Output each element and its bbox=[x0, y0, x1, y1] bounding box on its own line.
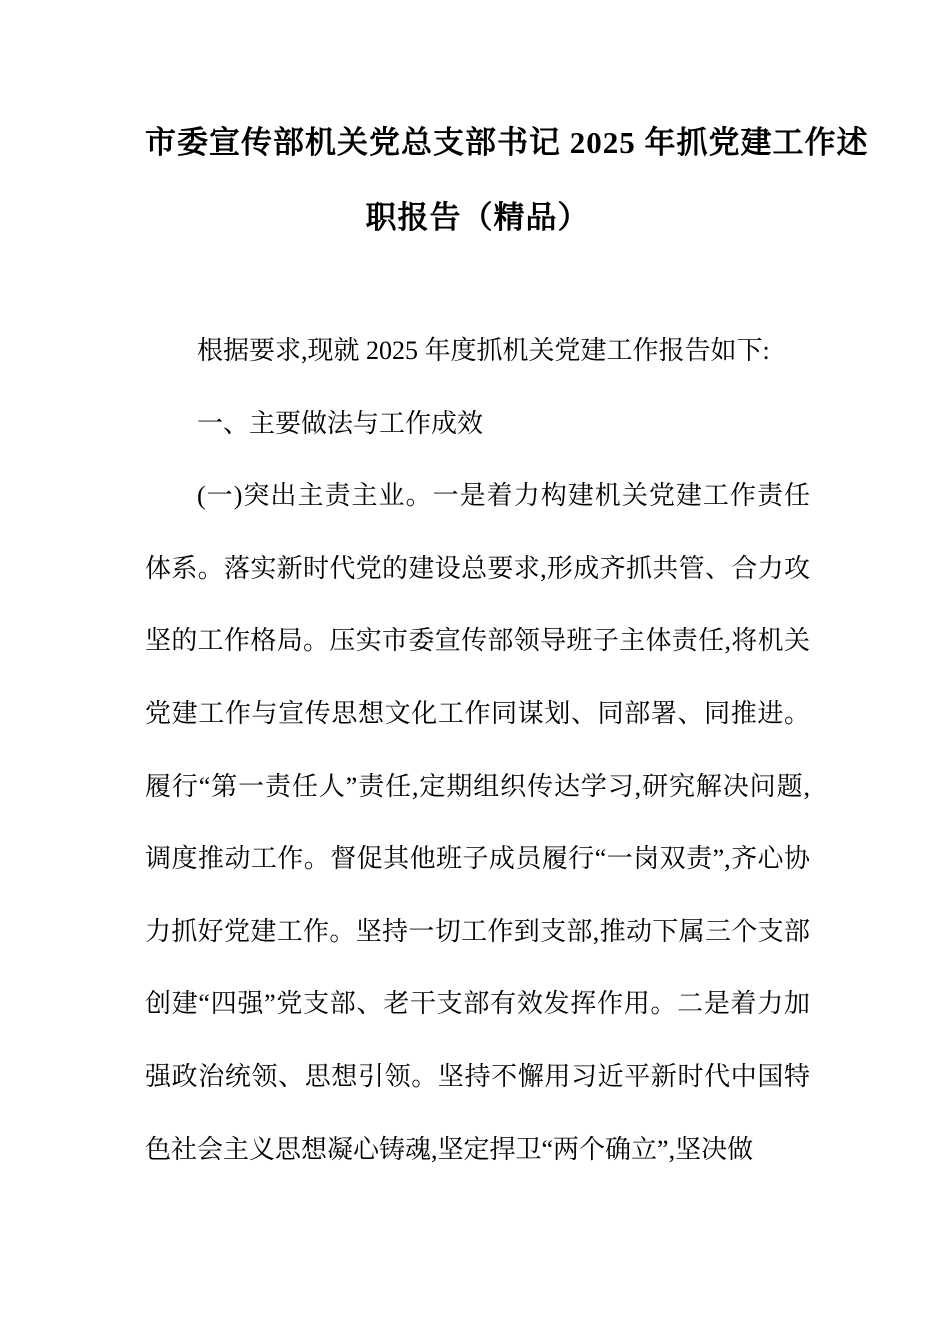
document-title-line-2: 职报告（精品） bbox=[365, 200, 590, 235]
paragraph-intro: 根据要求,现就 2025 年度抓机关党建工作报告如下: bbox=[197, 336, 770, 365]
document-body bbox=[145, 315, 810, 1186]
paragraph-main-content: (一)突出主责主业。一是着力构建机关党建工作责任体系。落实新时代党的建设总要求,形成齐抓共管、合力攻坚的工作格局。压实市委宣传部领导班子主体责任,将机关党建工作与宣传思想文化工作同谋划、同部署、同推进。履行“第一责任人”责任,定期组织传达学习,研究解决问题,调度推动工作。督促其他班子成员履行“一岗双责”,齐心协力抓好党建工作。坚持一切工作到支部,推动下属三个支部创建“四强”党支部、老干支部有效发挥作用。二是着力加强政治统领、思想引领。坚持不懈用习近平新时代中国特色社会主义思想凝心铸魂,坚定捍卫“两个确立”,坚决做 bbox=[145, 481, 810, 1164]
document-title bbox=[145, 105, 869, 255]
paragraph-section-heading: 一、主要做法与工作成效 bbox=[197, 408, 484, 438]
document-title-line-1: 市委宣传部机关党总支部书记 2025 年抓党建工作述 bbox=[145, 125, 869, 160]
